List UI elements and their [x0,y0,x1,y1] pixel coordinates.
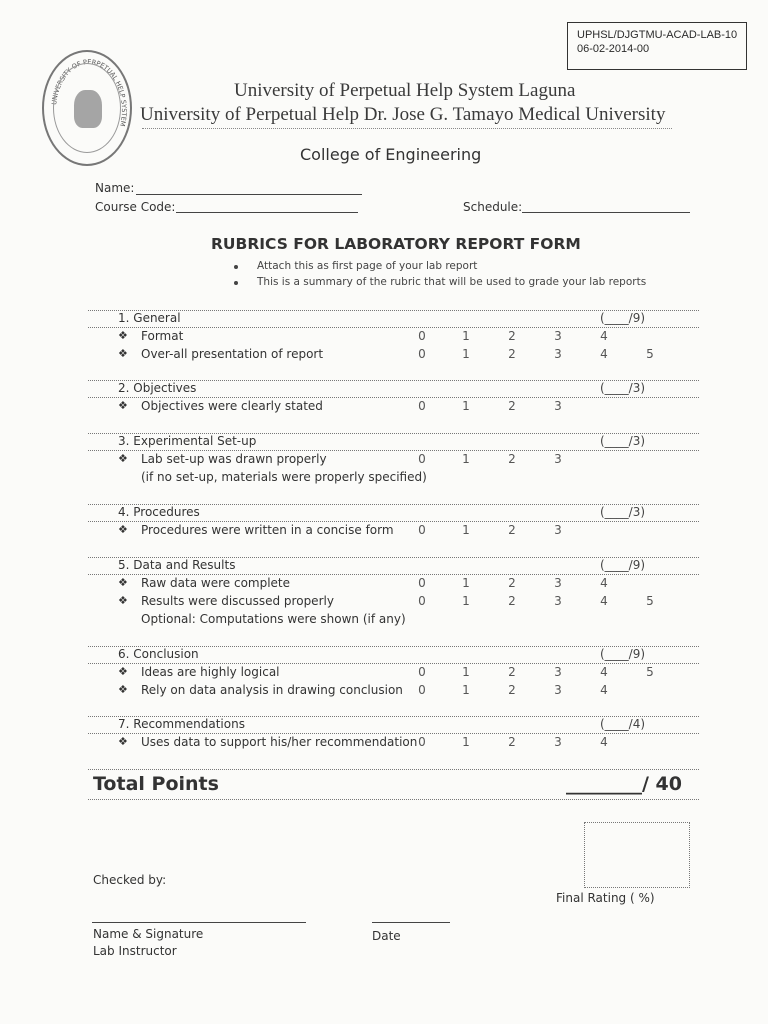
criterion-text: Ideas are highly logical [141,665,280,679]
criterion-text: Lab set-up was drawn properly [141,452,327,466]
diamond-bullet-icon: ❖ [118,399,128,412]
score-option: 2 [508,347,516,361]
section-points: (____/9) [600,647,646,661]
criterion-text: Raw data were complete [141,576,291,590]
score-option: 5 [646,665,654,679]
section-label: 6. Conclusion [118,647,199,661]
criterion-text: Rely on data analysis in drawing conclusion [141,683,403,697]
score-option: 0 [418,594,426,608]
criterion-text: Procedures were written in a concise form [141,523,394,537]
score-option: 5 [646,347,654,361]
section-bottom-rule [88,397,699,398]
header-divider [142,128,672,129]
final-rating-label: Final Rating ( %) [556,891,655,905]
total-top-rule [88,769,699,770]
section-bottom-rule [88,327,699,328]
score-option: 4 [600,735,608,749]
score-option: 1 [462,735,470,749]
criterion-subtext: Optional: Computations were shown (if any) [141,612,406,626]
diamond-bullet-icon: ❖ [118,735,128,748]
score-option: 3 [554,329,562,343]
score-option: 1 [462,523,470,537]
score-option: 1 [462,329,470,343]
seal-inner-ring [53,63,121,153]
instruction-1: Attach this as first page of your lab report [257,260,478,272]
svg-text:UNIVERSITY OF PERPETUAL HELP S: UNIVERSITY OF PERPETUAL HELP SYSTEM [50,57,129,128]
instruction-2: This is a summary of the rubric that will be used to grade your lab reports [257,276,647,288]
criterion-text: Format [141,329,184,343]
score-option: 0 [418,399,426,413]
section-label: 2. Objectives [118,381,197,395]
score-option: 0 [418,665,426,679]
score-option: 2 [508,594,516,608]
score-option: 2 [508,329,516,343]
name-label: Name: [95,181,135,195]
lab-instructor-label: Lab Instructor [93,944,177,958]
score-option: 5 [646,594,654,608]
score-option: 4 [600,347,608,361]
score-option: 4 [600,594,608,608]
section-bottom-rule [88,521,699,522]
total-points-label: Total Points [93,773,219,795]
score-option: 3 [554,665,562,679]
section-points: (____/3) [600,434,646,448]
criterion-subtext: (if no set-up, materials were properly specified) [141,470,427,484]
score-option: 1 [462,347,470,361]
score-option: 0 [418,329,426,343]
name-field[interactable] [136,194,362,195]
score-option: 0 [418,576,426,590]
score-option: 1 [462,683,470,697]
score-option: 3 [554,523,562,537]
section-bottom-rule [88,450,699,451]
diamond-bullet-icon: ❖ [118,329,128,342]
score-option: 2 [508,665,516,679]
final-rating-box[interactable] [584,822,690,888]
score-option: 1 [462,576,470,590]
section-points: (____/9) [600,311,646,325]
checked-by-label: Checked by: [93,873,167,887]
seal-figure-icon [74,90,102,128]
criterion-text: Uses data to support his/her recommendation [141,735,418,749]
course-code-label: Course Code: [95,200,176,214]
score-option: 3 [554,735,562,749]
schedule-label: Schedule: [463,200,523,214]
score-option: 3 [554,683,562,697]
diamond-bullet-icon: ❖ [118,683,128,696]
university-seal-logo [42,50,132,166]
score-option: 3 [554,594,562,608]
score-option: 1 [462,665,470,679]
document-code: UPHSL/DJGTMU-ACAD-LAB-10 [577,29,738,41]
section-label: 7. Recommendations [118,717,245,731]
criterion-text: Results were discussed properly [141,594,334,608]
section-label: 1. General [118,311,181,325]
signature-line[interactable] [92,922,306,923]
score-option: 0 [418,735,426,749]
university-name-2: University of Perpetual Help Dr. Jose G. Tamayo Medical University [140,104,666,125]
college-name: College of Engineering [300,145,482,164]
section-bottom-rule [88,663,699,664]
name-signature-label: Name & Signature [93,927,204,941]
document-code-box [567,22,747,70]
score-option: 3 [554,399,562,413]
bullet-icon [234,281,238,285]
score-option: 0 [418,452,426,466]
diamond-bullet-icon: ❖ [118,665,128,678]
section-label: 4. Procedures [118,505,200,519]
section-points: (____/3) [600,381,646,395]
criterion-text: Over-all presentation of report [141,347,324,361]
section-label: 5. Data and Results [118,558,236,572]
score-option: 4 [600,576,608,590]
score-option: 4 [600,683,608,697]
university-name-1: University of Perpetual Help System Laguna [234,80,576,101]
section-points: (____/4) [600,717,646,731]
score-option: 4 [600,665,608,679]
date-line[interactable] [372,922,450,923]
bullet-icon [234,265,238,269]
score-option: 2 [508,399,516,413]
score-option: 3 [554,347,562,361]
score-option: 0 [418,523,426,537]
score-option: 2 [508,683,516,697]
score-option: 3 [554,576,562,590]
section-points: (____/9) [600,558,646,572]
score-option: 1 [462,452,470,466]
diamond-bullet-icon: ❖ [118,594,128,607]
document-revision-date: 06-02-2014-00 [577,43,650,55]
form-title: RUBRICS FOR LABORATORY REPORT FORM [211,235,581,253]
score-option: 1 [462,594,470,608]
total-bottom-rule [88,799,699,800]
schedule-field[interactable] [522,212,690,213]
diamond-bullet-icon: ❖ [118,452,128,465]
diamond-bullet-icon: ❖ [118,576,128,589]
score-option: 2 [508,452,516,466]
criterion-text: Objectives were clearly stated [141,399,323,413]
score-option: 2 [508,523,516,537]
date-label: Date [372,929,401,943]
section-bottom-rule [88,733,699,734]
score-option: 1 [462,399,470,413]
section-label: 3. Experimental Set-up [118,434,257,448]
score-option: 0 [418,683,426,697]
score-option: 2 [508,576,516,590]
score-option: 2 [508,735,516,749]
course-code-field[interactable] [176,212,358,213]
score-option: 0 [418,347,426,361]
score-option: 4 [600,329,608,343]
section-bottom-rule [88,574,699,575]
total-points-value: ________/ 40 [566,773,682,795]
section-points: (____/3) [600,505,646,519]
diamond-bullet-icon: ❖ [118,347,128,360]
score-option: 3 [554,452,562,466]
diamond-bullet-icon: ❖ [118,523,128,536]
